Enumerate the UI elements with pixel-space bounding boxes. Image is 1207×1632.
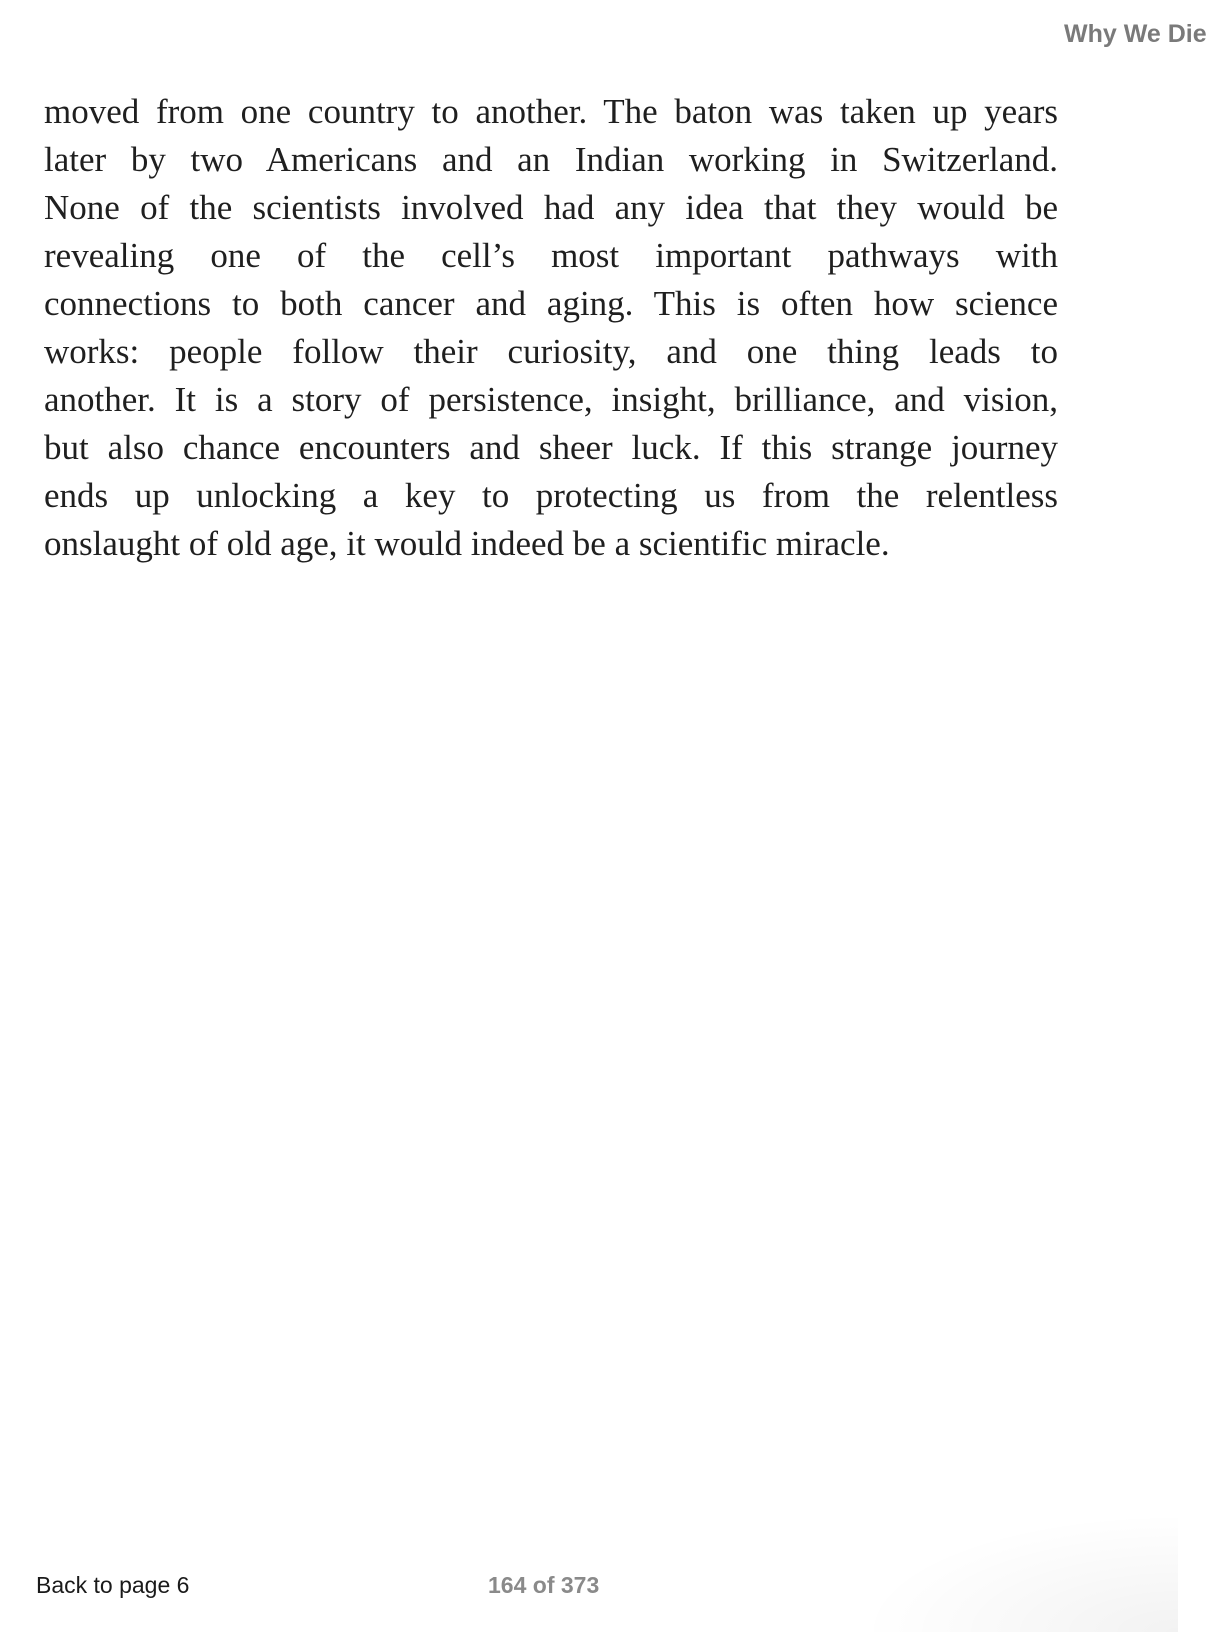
page-curl-shade: [858, 1512, 1178, 1632]
text-line: onslaught of old age, it would indeed be a scientific miracle.: [44, 524, 890, 563]
text-line: but also chance encounters and sheer luck. If this strange journey: [44, 428, 1058, 467]
text-line: works: people follow their curiosity, and one thing leads to: [44, 332, 1058, 371]
text-line: connections to both cancer and aging. This is often how science: [44, 284, 1058, 323]
text-line: ends up unlocking a key to protecting us from the relentless: [44, 476, 1058, 515]
text-line: later by two Americans and an Indian working in Switzerland.: [44, 140, 1058, 179]
text-line: revealing one of the cell’s most important pathways with: [44, 236, 1058, 275]
text-line: moved from one country to another. The baton was taken up years: [44, 92, 1058, 131]
text-line: None of the scientists involved had any idea that they would be: [44, 188, 1058, 227]
page-text: [44, 88, 1058, 568]
book-title: Why We Die: [1064, 20, 1207, 48]
page-indicator: 164 of 373: [488, 1572, 600, 1598]
back-to-page-link[interactable]: Back to page 6: [36, 1572, 190, 1598]
text-line: another. It is a story of persistence, insight, brilliance, and vision,: [44, 380, 1058, 419]
